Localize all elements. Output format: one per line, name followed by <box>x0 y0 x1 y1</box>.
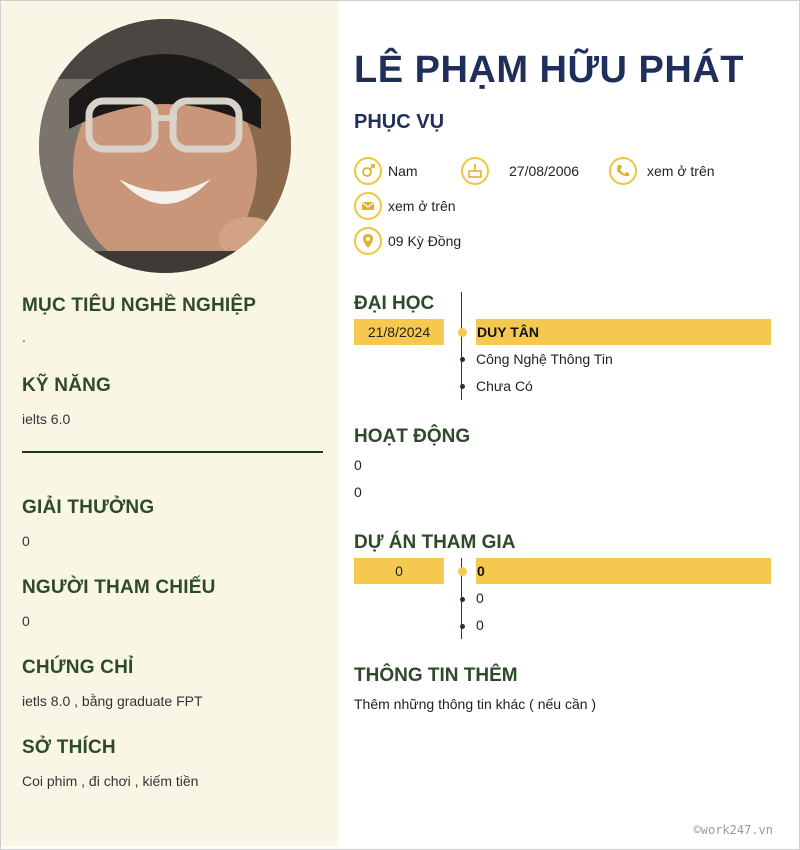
projects-line: 0 <box>476 617 484 633</box>
gender-item <box>354 157 418 185</box>
education-school: DUY TÂN <box>476 319 771 345</box>
education-title: ĐẠI HỌC <box>354 293 435 314</box>
map-pin-icon <box>354 227 382 255</box>
sidebar <box>1 1 338 846</box>
education-bullet <box>460 384 465 389</box>
projects-bullet <box>460 597 465 602</box>
main-content <box>338 1 800 846</box>
hobbies-title: SỞ THÍCH <box>22 737 116 758</box>
education-bullet <box>460 357 465 362</box>
projects-bullet <box>460 624 465 629</box>
hobbies-text: Coi phim , đi chơi , kiếm tiền <box>22 773 199 789</box>
projects-name: 0 <box>476 558 771 584</box>
objective-title: MỤC TIÊU NGHỀ NGHIỆP <box>22 295 257 316</box>
education-major: Công Nghệ Thông Tin <box>476 351 613 367</box>
hobbies-section <box>22 737 322 789</box>
projects-title: DỰ ÁN THAM GIA <box>354 532 516 553</box>
awards-section <box>22 497 322 549</box>
phone-text: xem ở trên <box>647 163 715 179</box>
skills-title: KỸ NĂNG <box>22 375 112 396</box>
activities-line: 0 <box>354 484 362 500</box>
objective-section <box>22 295 322 345</box>
phone-icon <box>609 157 637 185</box>
certificates-text: ietls 8.0 , bằng graduate FPT <box>22 693 203 709</box>
email-item <box>354 192 456 220</box>
activities-title: HOẠT ĐỘNG <box>354 426 471 447</box>
phone-item <box>609 157 715 185</box>
skills-text: ielts 6.0 <box>22 411 71 427</box>
projects-date: 0 <box>354 558 444 584</box>
activities-line: 0 <box>354 457 362 473</box>
birthday-text: 27/08/2006 <box>509 163 580 179</box>
references-text: 0 <box>22 613 30 629</box>
cake-icon <box>461 157 489 185</box>
job-title: PHỤC VỤ <box>354 111 445 133</box>
certificates-section <box>22 657 322 709</box>
references-section <box>22 577 322 629</box>
objective-text: . <box>22 329 26 345</box>
awards-title: GIẢI THƯỞNG <box>22 497 155 518</box>
gender-text: Nam <box>388 163 418 179</box>
extra-title: THÔNG TIN THÊM <box>354 665 518 686</box>
skills-divider <box>22 451 323 453</box>
birthday-item <box>461 157 579 185</box>
full-name: LÊ PHẠM HỮU PHÁT <box>354 49 744 91</box>
mail-icon <box>354 192 382 220</box>
address-item <box>354 227 461 255</box>
watermark: ©work247.vn <box>693 823 773 837</box>
education-timeline-dot <box>458 328 467 337</box>
awards-text: 0 <box>22 533 30 549</box>
extra-text: Thêm những thông tin khác ( nếu cần ) <box>354 696 597 712</box>
email-text: xem ở trên <box>388 198 456 214</box>
projects-timeline-dot <box>458 567 467 576</box>
address-text: 09 Kỳ Đồng <box>388 233 462 249</box>
certificates-title: CHỨNG CHỈ <box>22 657 134 678</box>
gender-icon <box>354 157 382 185</box>
avatar <box>39 19 291 273</box>
projects-line: 0 <box>476 590 484 606</box>
education-result: Chưa Có <box>476 378 533 394</box>
skills-section <box>22 375 322 427</box>
references-title: NGƯỜI THAM CHIẾU <box>22 577 216 598</box>
education-date: 21/8/2024 <box>354 319 444 345</box>
avatar-photo-icon <box>39 19 291 273</box>
